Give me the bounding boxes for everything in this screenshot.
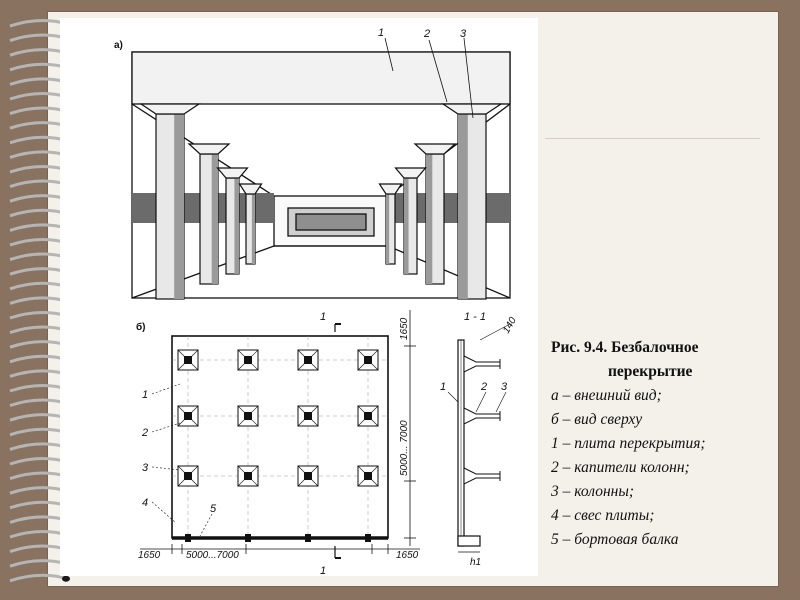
- spiral-ring: [10, 575, 68, 581]
- figure-drawing: [60, 18, 538, 576]
- part-b-label: б): [136, 322, 146, 333]
- dim-1650-right: 1650: [396, 550, 419, 561]
- figure-svg: [60, 18, 538, 576]
- dim-1650-top: 1650: [399, 317, 410, 340]
- column-section: [184, 356, 192, 364]
- section-capital: [464, 408, 500, 424]
- caption-item-4: 4 – свес плиты;: [551, 507, 655, 524]
- part-a-label: а): [114, 40, 123, 51]
- part-a-callout-1: 1: [378, 27, 385, 39]
- column-shade: [234, 178, 239, 274]
- column-capital: [415, 144, 455, 154]
- column-capital: [141, 104, 199, 114]
- column-section: [184, 412, 192, 420]
- spiral-hole: [62, 576, 70, 582]
- column-capital: [240, 184, 262, 194]
- column-shade: [404, 178, 409, 274]
- column-section: [244, 356, 252, 364]
- dim-140: 140: [501, 315, 519, 336]
- edge-beam-mark: [245, 534, 251, 542]
- decorative-rule: [545, 138, 760, 139]
- section-callout-2: 2: [481, 381, 488, 393]
- caption-title-line2: перекрытие: [608, 363, 693, 380]
- dim-h1: h1: [470, 557, 482, 568]
- caption-item-a: а – внешний вид;: [551, 387, 662, 404]
- section-leader: [448, 392, 458, 402]
- dim-1650-left: 1650: [138, 550, 161, 561]
- section-callout-1: 1: [440, 381, 447, 393]
- column-shade: [426, 154, 432, 284]
- column-section: [184, 472, 192, 480]
- column-shade: [174, 114, 184, 299]
- caption-item-5: 5 – бортовая балка: [551, 531, 679, 548]
- edge-beam-mark: [185, 534, 191, 542]
- column-shade: [458, 114, 468, 299]
- column-capital: [189, 144, 229, 154]
- column-shade: [212, 154, 218, 284]
- perspective-view: [132, 52, 510, 298]
- dim-span-horizontal: 5000...7000: [186, 550, 239, 561]
- dimension-lines: [140, 310, 420, 554]
- plan-callout-1: 1: [142, 389, 149, 401]
- column-capital: [396, 168, 426, 178]
- section-capital: [464, 356, 500, 372]
- edge-beam-mark: [365, 534, 371, 542]
- part-a-callout-2: 2: [424, 28, 431, 40]
- part-a-callout-3: 3: [460, 28, 467, 40]
- plan-view: [172, 336, 388, 538]
- column-section: [304, 472, 312, 480]
- column-shade: [386, 194, 389, 264]
- column-shade: [252, 194, 255, 264]
- section-callout-3: 3: [501, 381, 508, 393]
- edge-beam-mark: [305, 534, 311, 542]
- section-mark-bottom: 1: [320, 565, 327, 576]
- column-section: [364, 356, 372, 364]
- column-section: [244, 412, 252, 420]
- column-section: [304, 356, 312, 364]
- column-section: [304, 412, 312, 420]
- section-leader: [496, 392, 506, 412]
- plan-grid: [172, 336, 388, 542]
- plan-callout-4: 4: [142, 497, 149, 509]
- section-leader: [476, 392, 486, 412]
- dim-span-vertical: 5000... 7000: [399, 420, 410, 476]
- column-capital: [380, 184, 402, 194]
- caption-item-2: 2 – капители колонн;: [551, 459, 690, 476]
- caption-item-1: 1 – плита перекрытия;: [551, 435, 706, 452]
- plan-callout-2: 2: [142, 427, 149, 439]
- plan-callout-3: 3: [142, 462, 149, 474]
- section-view: [448, 324, 510, 552]
- caption-item-3: 3 – колонны;: [551, 483, 635, 500]
- section-title: 1 - 1: [464, 311, 487, 323]
- figure-caption: [551, 336, 771, 552]
- section-capital: [464, 468, 500, 484]
- plan-callout-5: 5: [210, 503, 217, 515]
- column-section: [364, 412, 372, 420]
- column-section: [364, 472, 372, 480]
- section-marker: [335, 324, 341, 558]
- column-section: [244, 472, 252, 480]
- caption-title: Рис. 9.4. Безбалочное: [551, 339, 699, 356]
- caption-item-b: б – вид сверху: [551, 411, 643, 428]
- section-mark-top: 1: [320, 311, 327, 323]
- section-edge-beam: [458, 536, 480, 546]
